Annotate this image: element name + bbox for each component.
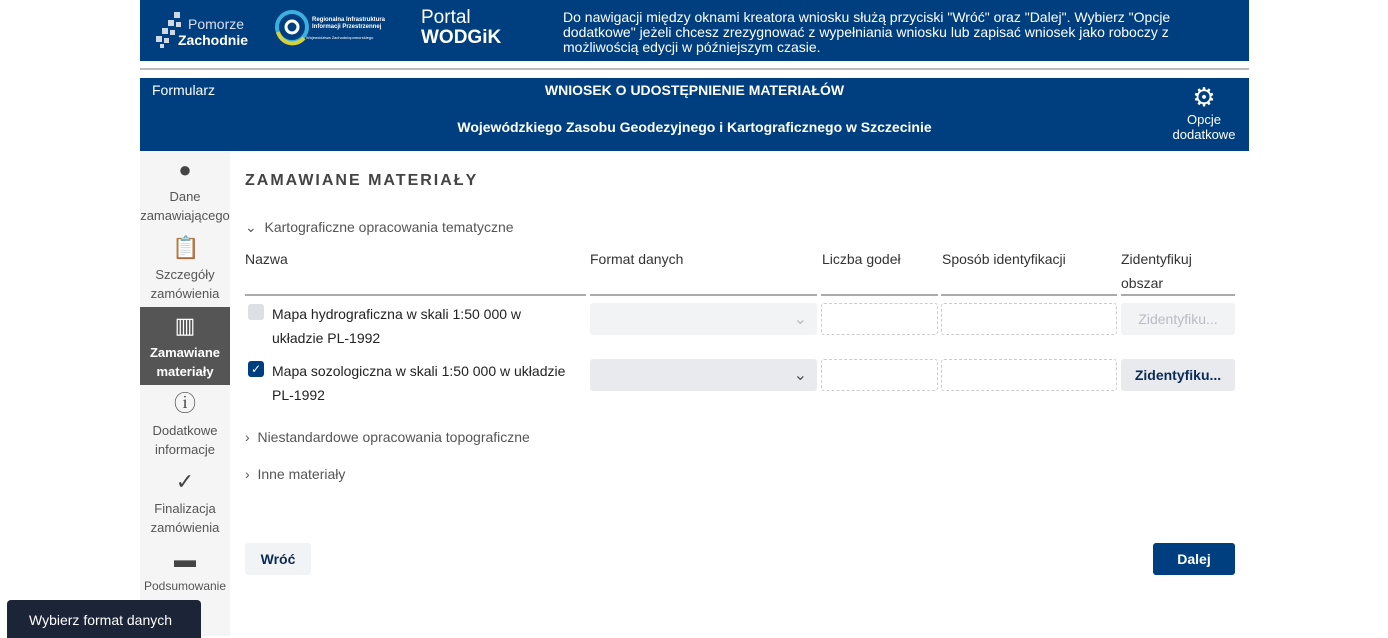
back-button[interactable]: Wróć: [245, 543, 311, 575]
sidebar: [140, 151, 230, 636]
divider: [821, 294, 938, 296]
section-inne[interactable]: [245, 466, 345, 482]
material-name: Mapa sozologiczna w skali 1:50 000 w układzie PL-1992: [272, 363, 566, 403]
material-name: Mapa hydrograficzna w skali 1:50 000 w układzie PL-1992: [272, 306, 522, 346]
sidebar-item-finalizacja[interactable]: [140, 463, 230, 541]
chevron-down-icon: ⌄: [793, 367, 807, 384]
sidebar-label: Szczegóły: [155, 267, 215, 282]
options-label: Opcje: [1187, 112, 1221, 127]
column-header: Format danych: [590, 251, 684, 267]
sidebar-label: informacje: [155, 442, 215, 457]
form-header: [140, 78, 1249, 151]
tooltip: Wybierz format danych: [7, 600, 201, 638]
form-label: Formularz: [152, 82, 216, 98]
section-kartograficzne[interactable]: [245, 219, 514, 236]
column-header: Nazwa: [245, 251, 288, 267]
chevron-right-icon: ›: [245, 466, 250, 482]
sheet-count-input[interactable]: [821, 359, 938, 391]
options-label: dodatkowe: [1172, 127, 1236, 142]
logo-text: Zachodnie: [178, 32, 249, 48]
logo-text: Województwa Zachodniopomorskiego: [306, 35, 374, 40]
sidebar-label: Zamawiane: [149, 345, 221, 360]
top-banner: [140, 0, 1249, 61]
next-button[interactable]: Dalej: [1153, 543, 1235, 575]
sidebar-label: Dodatkowe: [152, 423, 218, 438]
divider: [1121, 294, 1235, 296]
person-icon: ●: [178, 157, 192, 182]
page-title: ZAMAWIANE MATERIAŁY: [245, 172, 479, 189]
check-icon: ✓: [175, 469, 195, 494]
map-icon: ▥: [174, 313, 196, 338]
logo-text: Informacji Przestrzennej: [312, 24, 382, 30]
format-select[interactable]: [590, 303, 817, 335]
sidebar-label: Dane: [169, 189, 201, 204]
identification-input[interactable]: [941, 303, 1117, 335]
chevron-right-icon: ›: [245, 429, 250, 445]
portal-logo: [421, 8, 501, 48]
sidebar-label: Podsumowanie: [143, 579, 227, 593]
row-checkbox-checked[interactable]: ✓: [248, 361, 264, 377]
riip-logo-icon: [274, 8, 310, 46]
logo-text: Regionalna Infrastruktura: [312, 17, 386, 23]
options-button[interactable]: [1164, 82, 1244, 142]
sidebar-label: zamawiającego: [140, 208, 230, 223]
clipboard-icon: 📋: [172, 235, 200, 260]
divider: [941, 294, 1117, 296]
column-header: Sposób identyfikacji: [942, 251, 1066, 267]
section-niestandardowe[interactable]: [245, 429, 530, 445]
divider: [590, 294, 817, 296]
logo-text: Pomorze: [188, 16, 245, 32]
info-icon: ⓘ: [173, 391, 196, 416]
portal-title: Portal: [421, 7, 471, 28]
divider: [245, 294, 586, 296]
form-subtitle: Wojewódzkiego Zasobu Geodezyjnego i Kartograficznego w Szczecinie: [457, 119, 932, 135]
column-header: Zidentyfikuj obszar: [1121, 251, 1192, 291]
sidebar-label: zamówienia: [150, 286, 220, 301]
section-label: Niestandardowe opracowania topograficzne: [257, 429, 530, 445]
gear-icon: ⚙: [1192, 82, 1216, 112]
divider: [140, 68, 1249, 70]
pomorze-logo: [152, 8, 262, 52]
sheet-count-input[interactable]: [821, 303, 938, 335]
sidebar-item-dane[interactable]: [140, 151, 230, 229]
sidebar-label: Finalizacja: [154, 501, 216, 516]
sidebar-item-podsumowanie[interactable]: [140, 541, 230, 596]
summary-icon: ▬: [174, 547, 196, 572]
identification-input[interactable]: [941, 359, 1117, 391]
identify-area-button[interactable]: Zidentyfiku...: [1121, 303, 1235, 335]
navigation-info: Do nawigacji między oknami kreatora wniosku służą przyciski "Wróć" oraz "Dalej". Wybierz "Opcje dodatkowe" jeżeli chcesz zrezygnować z wypełniania wniosku lub zapisać wniosek jako roboczy z możliwością edycji w późniejszym czasie.: [563, 9, 1171, 55]
column-header: Liczba godeł: [822, 251, 901, 267]
portal-name: WODGiK: [421, 27, 502, 48]
riip-logo: [274, 8, 394, 52]
chevron-down-icon: ⌄: [245, 219, 257, 235]
sidebar-item-zamawiane[interactable]: [140, 307, 230, 385]
identify-area-button[interactable]: Zidentyfiku...: [1121, 359, 1235, 391]
chevron-down-icon: ⌄: [793, 311, 807, 328]
sidebar-item-szczegoly[interactable]: [140, 229, 230, 307]
section-label: Inne materiały: [257, 466, 346, 482]
sidebar-item-dodatkowe[interactable]: [140, 385, 230, 463]
section-label: Kartograficzne opracowania tematyczne: [264, 219, 514, 235]
sidebar-label: zamówienia: [150, 520, 220, 535]
row-checkbox[interactable]: [248, 304, 264, 320]
format-select[interactable]: [590, 359, 817, 391]
form-title: WNIOSEK O UDOSTĘPNIENIE MATERIAŁÓW: [544, 82, 845, 98]
sidebar-label: materiały: [156, 364, 214, 379]
